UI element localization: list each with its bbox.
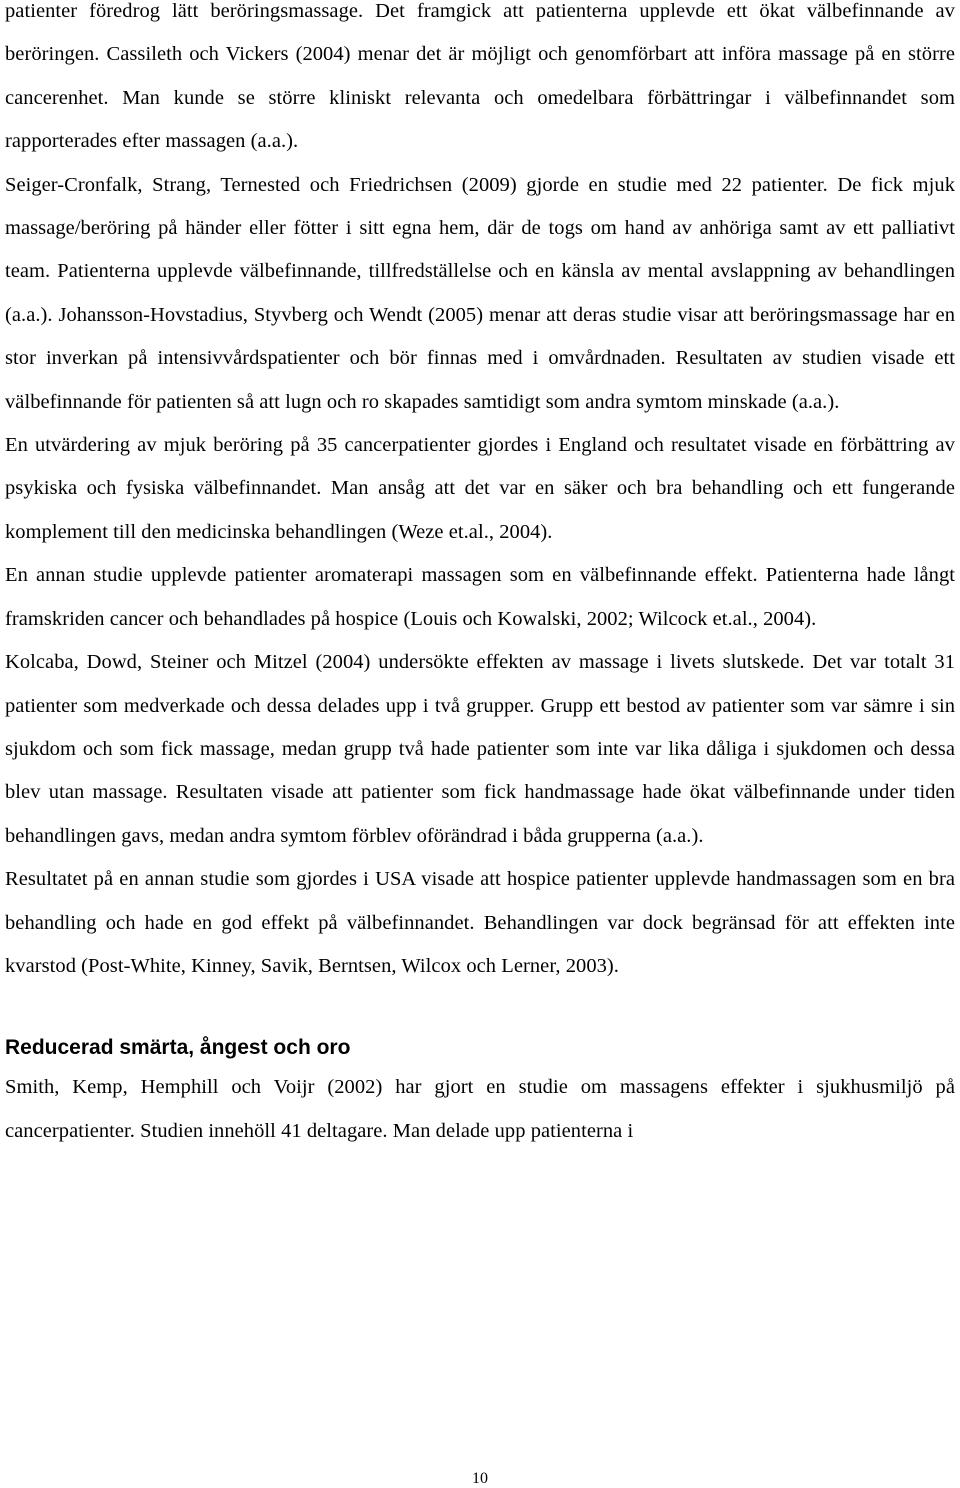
section-heading: Reducerad smärta, ångest och oro <box>5 1036 351 1060</box>
page-number: 10 <box>472 1470 488 1487</box>
body-paragraph: Seiger-Cronfalk, Strang, Ternested och Friedrichsen (2009) gjorde en studie med 22 patienter. De fick mjuk massage/beröring på händer eller fötter i sitt egna hem, där de togs om hand av anhöriga samt av ett palliativt team. Patienterna upplevde välbefinnande, tillfredställelse och en känsla av mental avslappning av behandlingen (a.a.). Johansson-Hovstadius, Styvberg och Wendt (2005) menar att deras studie visar att beröringsmassage har en stor inverkan på intensivvårdspatienter och bör finnas med i omvårdnaden. Resultaten av studien visade ett välbefinnande för patienten så att lugn och ro skapades samtidigt som andra symtom minskade (a.a.). <box>5 173 955 413</box>
body-paragraph: En utvärdering av mjuk beröring på 35 cancerpatienter gjordes i England och resultatet visade en förbättring av psykiska och fysiska välbefinnandet. Man ansåg att det var en säker och bra behandling och ett fungerande komplement till den medicinska behandlingen (Weze et.al., 2004). <box>5 434 955 543</box>
body-paragraph: patienter föredrog lätt beröringsmassage. Det framgick att patienterna upplevde ett ökat välbefinnande av beröringen. Cassileth och Vickers (2004) menar det är möjligt och genomförbart att införa massage på en större cancerenhet. Man kunde se större kliniskt relevanta och omedelbara förbättringar i välbefinnandet som rapporterades efter massagen (a.a.). <box>5 0 955 153</box>
body-paragraph: Resultatet på en annan studie som gjordes i USA visade att hospice patienter upplevde handmassagen som en bra behandling och hade en god effekt på välbefinnandet. Behandlingen var dock begränsad för att effekten inte kvarstod (Post-White, Kinney, Savik, Berntsen, Wilcox och Lerner, 2003). <box>5 868 955 977</box>
body-paragraph: Kolcaba, Dowd, Steiner och Mitzel (2004) undersökte effekten av massage i livets slutskede. Det var totalt 31 patienter som medverkade och dessa delades upp i två grupper. Grupp ett bestod av patienter som var sämre i sin sjukdom och som fick massage, medan grupp två hade patienter som inte var lika dåliga i sjukdomen och dessa blev utan massage. Resultaten visade att patienter som fick handmassage hade ökat välbefinnande under tiden behandlingen gavs, medan andra symtom förblev oförändrad i båda grupperna (a.a.). <box>5 651 955 847</box>
document-page <box>5 0 955 1153</box>
section-paragraph: Smith, Kemp, Hemphill och Voijr (2002) har gjort en studie om massagens effekter i sjukhusmiljö på cancerpatienter. Studien innehöll 41 deltagare. Man delade upp patienterna i <box>5 1076 955 1142</box>
body-paragraph: En annan studie upplevde patienter aromaterapi massagen som en välbefinnande effekt. Patienterna hade långt framskriden cancer och behandlades på hospice (Louis och Kowalski, 2002; Wilcock et.al., 2004). <box>5 564 955 630</box>
